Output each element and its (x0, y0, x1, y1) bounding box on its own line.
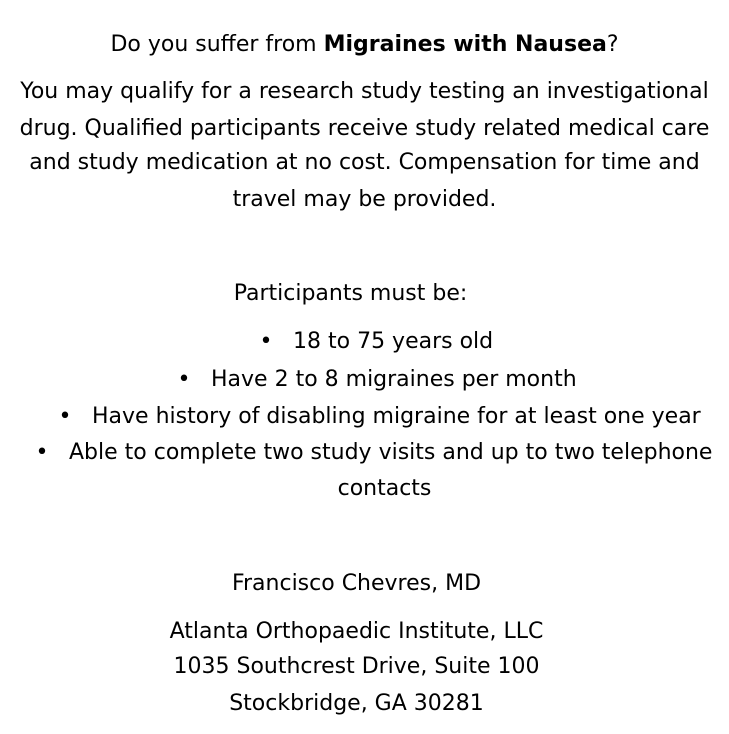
intro-line-2: drug. Qualified participants receive study related medical care (19, 116, 710, 141)
contact-organization: Atlanta Orthopaedic Institute, LLC (169, 619, 544, 644)
list-item-continuation: contacts (337, 476, 432, 501)
intro-line-1: You may qualify for a research study testing an investigational (20, 79, 709, 104)
list-item (254, 327, 493, 357)
list-item-text: Have 2 to 8 migraines per month (211, 367, 577, 392)
bullet-icon: • (58, 404, 72, 429)
bullet-icon: • (259, 329, 273, 354)
contact-address-line2: Stockbridge, GA 30281 (229, 691, 484, 716)
contact-name: Francisco Chevres, MD (231, 571, 482, 596)
list-item-text: Have history of disabling migraine for at least one year (92, 404, 701, 429)
headline-prefix: Do you suffer from (110, 32, 324, 57)
requirements-heading: Participants must be: (233, 281, 468, 306)
headline (0, 30, 729, 60)
list-item (30, 438, 712, 468)
bullet-icon: • (35, 440, 49, 465)
intro-line-4: travel may be provided. (232, 187, 497, 212)
list-item-text: 18 to 75 years old (293, 329, 494, 354)
list-item-text: Able to complete two study visits and up to two telephone (69, 440, 713, 465)
list-item (172, 365, 577, 395)
intro-line-3: and study medication at no cost. Compensation for time and (29, 150, 700, 175)
headline-suffix: ? (606, 32, 619, 57)
list-item (53, 402, 701, 432)
contact-address-line1: 1035 Southcrest Drive, Suite 100 (173, 654, 540, 679)
headline-emphasis: Migraines with Nausea (323, 32, 607, 57)
bullet-icon: • (177, 367, 191, 392)
